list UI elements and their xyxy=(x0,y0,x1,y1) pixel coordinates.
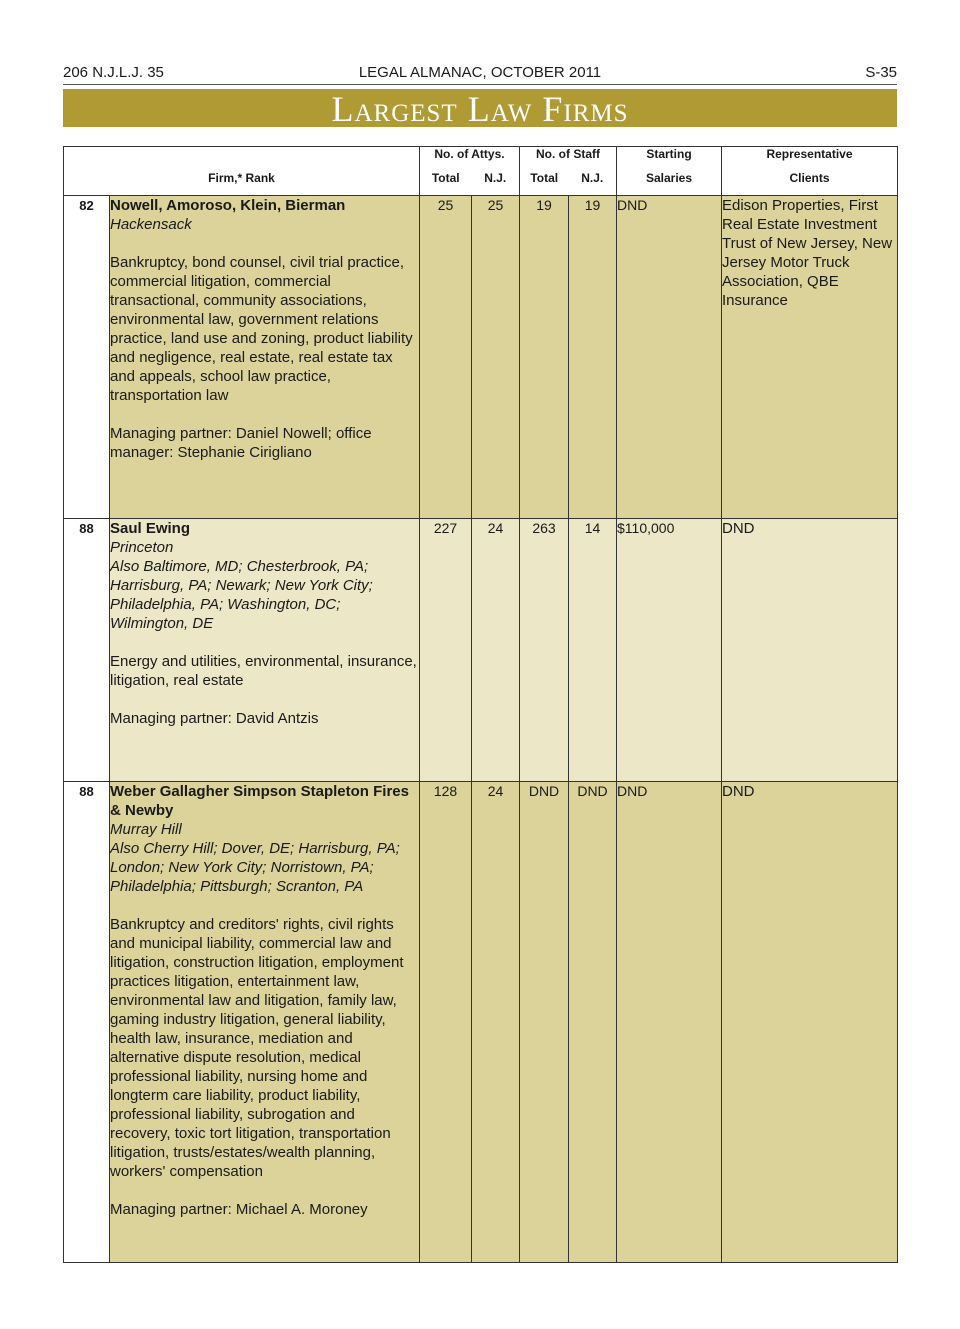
firm-practice-areas: Bankruptcy and creditors' rights, civil rights and municipal liability, commercial law and litigation, construction litigation, employment practices litigation, entertainment law, environmental law and litigation, family law, gaming industry litigation, general liability, health law, insurance, mediation and alternative dispute resolution, medical professional liability, nursing home and longterm care liability, product liability, professional liability, subrogation and recovery, toxic tort litigation, transportation litigation, trusts/estates/wealth planning, workers' compensation xyxy=(110,916,404,1180)
firm-rank: 88 xyxy=(64,519,110,782)
attys-nj: 24 xyxy=(472,782,520,1263)
header-attys-nj: N.J. xyxy=(472,171,520,196)
section-title-banner: Largest Law Firms xyxy=(63,89,897,127)
running-header xyxy=(63,64,897,85)
header-page-number: S-35 xyxy=(865,64,897,81)
table-header-row-2 xyxy=(64,171,898,196)
firm-name: Nowell, Amoroso, Klein, Bierman xyxy=(110,197,346,214)
header-attys-total: Total xyxy=(420,171,472,196)
staff-nj: DND xyxy=(569,782,617,1263)
firm-city: Hackensack xyxy=(110,216,192,233)
header-representative: Representative xyxy=(722,147,898,172)
header-staff-nj: N.J. xyxy=(569,171,617,196)
law-firms-table xyxy=(63,146,898,1263)
header-publication: LEGAL ALMANAC, OCTOBER 2011 xyxy=(358,64,602,81)
firm-practice-areas: Energy and utilities, environmental, insurance, litigation, real estate xyxy=(110,653,417,689)
attys-nj: 25 xyxy=(472,196,520,519)
header-starting: Starting xyxy=(617,147,722,172)
firm-name: Saul Ewing xyxy=(110,520,191,537)
starting-salary: DND xyxy=(617,782,722,1263)
representative-clients: Edison Properties, First Real Estate Investment Trust of New Jersey, New Jersey Motor Truck Association, QBE Insurance xyxy=(722,196,898,519)
attys-nj: 24 xyxy=(472,519,520,782)
staff-nj: 14 xyxy=(569,519,617,782)
firm-practice-areas: Bankruptcy, bond counsel, civil trial practice, commercial litigation, commercial transactional, community associations, environmental law, government relations practice, land use and zoning, product liability and negligence, real estate, real estate tax and appeals, school law practice, transportation law xyxy=(110,254,413,404)
header-salaries: Salaries xyxy=(617,171,722,196)
header-staff-total: Total xyxy=(520,171,569,196)
starting-salary: DND xyxy=(617,196,722,519)
header-citation: 206 N.J.L.J. 35 xyxy=(63,64,164,81)
staff-total: 19 xyxy=(520,196,569,519)
firm-other-offices: Also Cherry Hill; Dover, DE; Harrisburg, PA; London; New York City; Norristown, PA; Philadelphia; Pittsburgh; Scranton, PA xyxy=(110,840,400,895)
table-row xyxy=(64,196,898,519)
firm-rank: 88 xyxy=(64,782,110,1263)
firm-name: Weber Gallagher Simpson Stapleton Fires & Newby xyxy=(110,783,409,819)
attys-total: 25 xyxy=(420,196,472,519)
header-attorneys-group: No. of Attys. xyxy=(420,147,520,172)
firm-managing-partner: Managing partner: Daniel Nowell; office manager: Stephanie Cirigliano xyxy=(110,425,372,461)
attys-total: 227 xyxy=(420,519,472,782)
firm-details xyxy=(110,782,420,1263)
firm-details xyxy=(110,196,420,519)
firm-managing-partner: Managing partner: Michael A. Moroney xyxy=(110,1201,368,1218)
attys-total: 128 xyxy=(420,782,472,1263)
firm-city: Murray Hill xyxy=(110,821,182,838)
staff-total: DND xyxy=(520,782,569,1263)
firm-rank: 82 xyxy=(64,196,110,519)
table-row xyxy=(64,519,898,782)
representative-clients: DND xyxy=(722,782,898,1263)
header-firm-rank: Firm,* Rank xyxy=(64,171,420,196)
staff-total: 263 xyxy=(520,519,569,782)
header-staff-group: No. of Staff xyxy=(520,147,617,172)
firm-managing-partner: Managing partner: David Antzis xyxy=(110,710,319,727)
firm-city: Princeton xyxy=(110,539,174,556)
firm-other-offices: Also Baltimore, MD; Chesterbrook, PA; Harrisburg, PA; Newark; New York City; Philadelphia, PA; Washington, DC; Wilmington, DE xyxy=(110,558,373,632)
table-header-row-1 xyxy=(64,147,898,172)
table-row xyxy=(64,782,898,1263)
representative-clients: DND xyxy=(722,519,898,782)
firm-details xyxy=(110,519,420,782)
header-clients: Clients xyxy=(722,171,898,196)
starting-salary: $110,000 xyxy=(617,519,722,782)
staff-nj: 19 xyxy=(569,196,617,519)
